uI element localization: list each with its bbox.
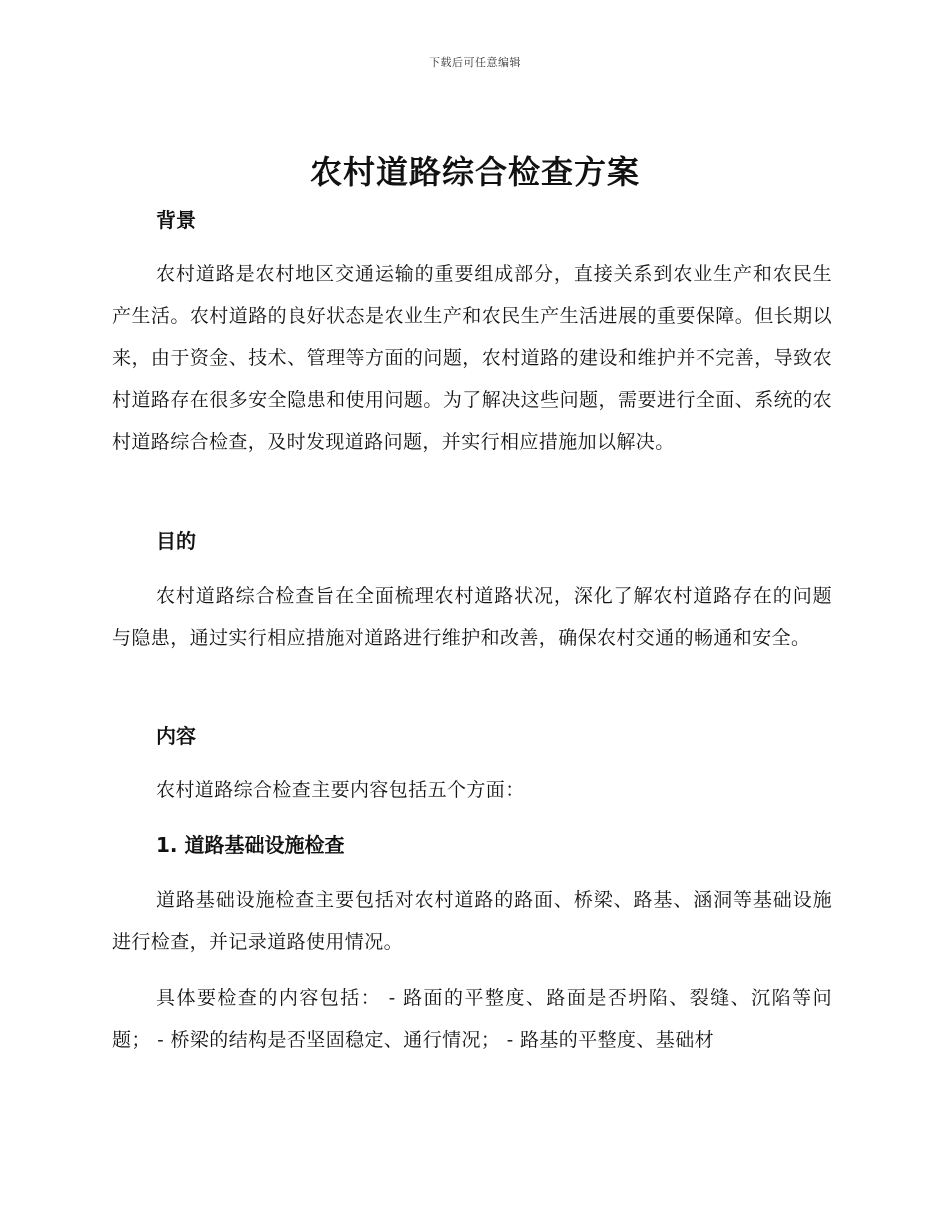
section-heading-purpose: 目的 — [156, 529, 196, 553]
content-intro-paragraph: 农村道路综合检查主要内容包括五个方面： — [156, 779, 525, 801]
background-paragraph: 农村道路是农村地区交通运输的重要组成部分，直接关系到农业生产和农民生产生活。农村道路的良好状态是农业生产和农民生产生活进展的重要保障。但长期以来，由于资金、技术、管理等方面的问题，农村道路的建设和维护并不完善，导致农村道路存在很多安全隐患和使用问题。为了解决这些问题，需要进行全面、系统的农村道路综合检查，及时发现道路问题，并实行相应措施加以解决。 — [112, 263, 832, 453]
content-item1-details: 具体要检查的内容包括： - 路面的平整度、路面是否坍陷、裂缝、沉陷等问题； - 桥梁的结构是否坚固稳定、通行情况； - 路基的平整度、基础材 — [112, 987, 832, 1051]
document-title: 农村道路综合检查方案 — [309, 153, 640, 191]
content-item1-paragraph: 道路基础设施检查主要包括对农村道路的路面、桥梁、路基、涵洞等基础设施进行检查，并记录道路使用情况。 — [112, 889, 832, 953]
purpose-paragraph: 农村道路综合检查旨在全面梳理农村道路状况，深化了解农村道路存在的问题与隐患，通过实行相应措施对道路进行维护和改善，确保农村交通的畅通和安全。 — [112, 585, 832, 649]
section-heading-background: 背景 — [156, 208, 196, 232]
page-header-note: 下载后可任意编辑 — [429, 56, 521, 69]
section-heading-content: 内容 — [156, 724, 196, 748]
content-item1-heading: 1. 道路基础设施检查 — [156, 833, 345, 857]
